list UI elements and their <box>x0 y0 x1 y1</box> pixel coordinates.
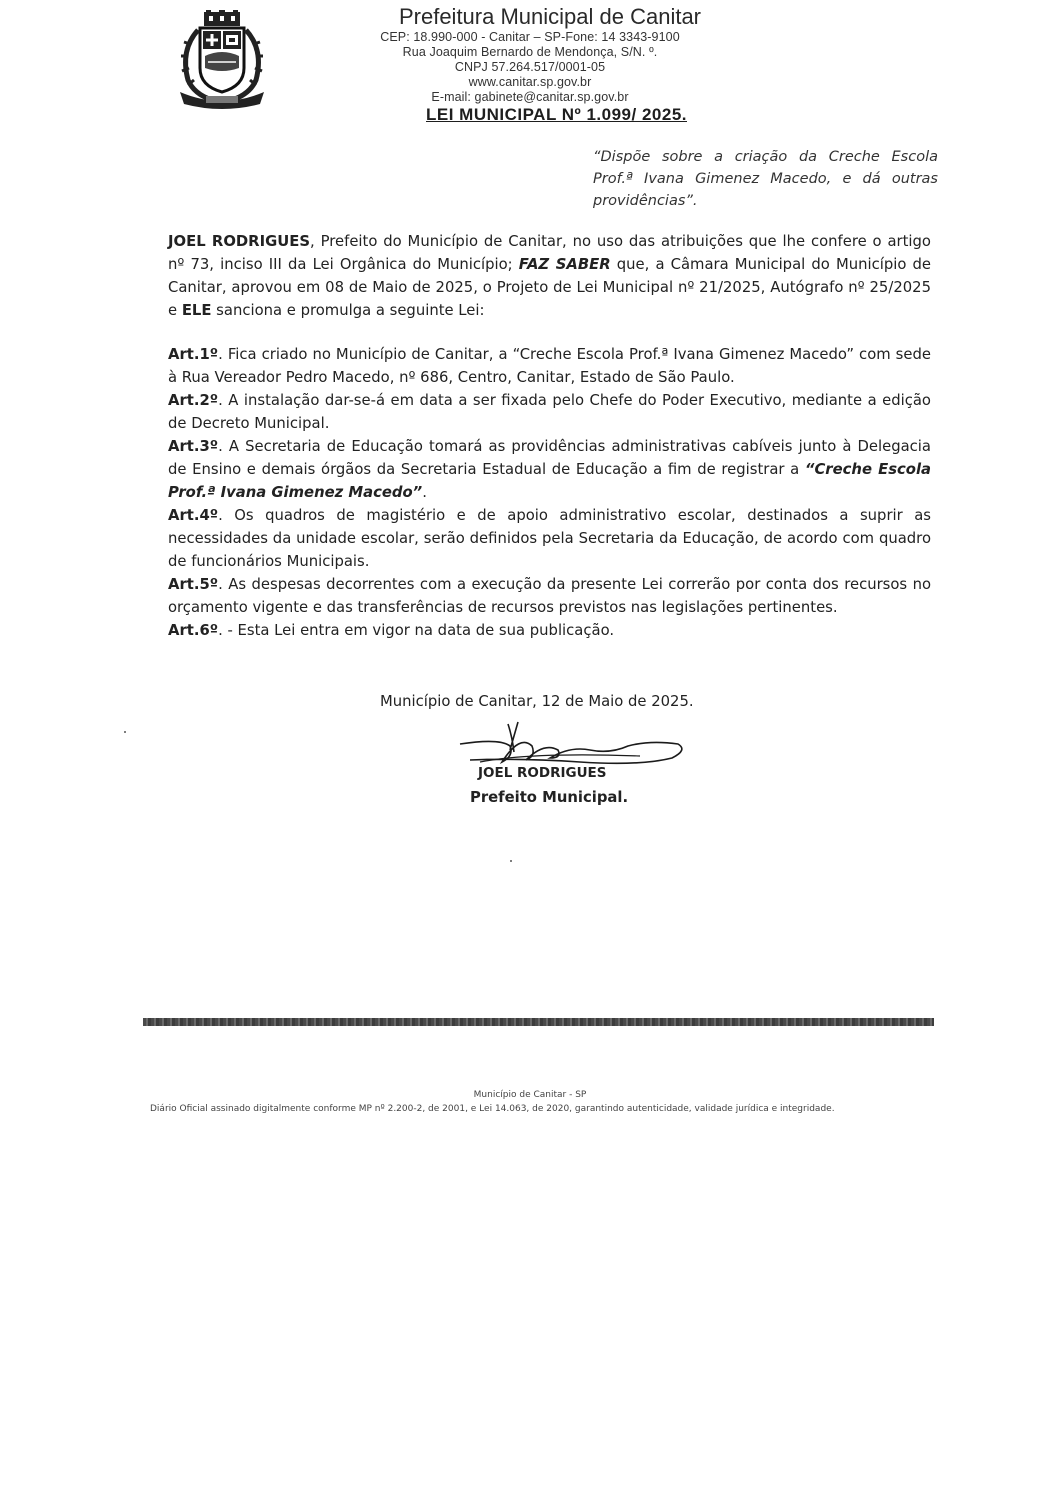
article-label: Art.1º <box>168 346 219 363</box>
preamble-text-1: , Prefeito do Município de Canitar, no uso das atribuições que lhe confere o artigo nº 73, inciso III da Lei Orgânica do Município; <box>168 233 931 273</box>
article-text: . Fica criado no Município de Canitar, a “Creche Escola Prof.ª Ivana Gimenez Macedo” com sede à Rua Vereador Pedro Macedo, nº 686, Centro, Canitar, Estado de São Paulo. <box>168 346 931 386</box>
articles-list <box>168 343 931 642</box>
letterhead-email-line: E-mail: gabinete@canitar.sp.gov.br <box>431 90 629 104</box>
article-label: Art.4º <box>168 507 219 524</box>
article-text: . A Secretaria de Educação tomará as providências administrativas cabíveis junto à Delegacia de Ensino e demais órgãos da Secretaria Estadual de Educação a fim de registrar a <box>168 438 931 478</box>
article-text: . As despesas decorrentes com a execução da presente Lei correrão por conta dos recursos no orçamento vigente e das transferências de recursos previstos nas legislações pertinentes. <box>168 576 931 616</box>
article-text: . - Esta Lei entra em vigor na data de sua publicação. <box>218 622 615 639</box>
article-label: Art.6º <box>168 622 219 639</box>
letterhead-address-line: CEP: 18.990-000 - Canitar – SP-Fone: 14 3343-9100 <box>380 30 680 44</box>
article-label: Art.3º <box>168 438 219 455</box>
article-3 <box>168 435 931 504</box>
letterhead-street-line: Rua Joaquim Bernardo de Mendonça, S/N. º. <box>402 45 658 59</box>
mayor-name: JOEL RODRIGUES <box>168 233 311 250</box>
preamble-text-2: que, a Câmara Municipal do Município de Canitar, aprovou em 08 de Maio de 2025, o Projeto de Lei Municipal nº 21/2025, Autógrafo nº 25/2025 e <box>168 256 932 319</box>
signer-name: JOEL RODRIGUES <box>478 765 607 781</box>
ele-emphasis: ELE <box>181 302 212 319</box>
letterhead <box>280 4 780 105</box>
municipal-coat-of-arms-icon <box>172 10 272 110</box>
article-label: Art.5º <box>168 576 219 593</box>
article-4 <box>168 504 931 573</box>
article-1 <box>168 343 931 389</box>
preamble-paragraph <box>168 230 931 322</box>
footer-digital-signature-note: Diário Oficial assinado digitalmente conforme MP nº 2.200-2, de 2001, e Lei 14.063, de 2020, garantindo autenticidade, validade jurídica e integridade. <box>150 1104 835 1114</box>
signer-role: Prefeito Municipal. <box>470 789 629 806</box>
place-and-date: Município de Canitar, 12 de Maio de 2025. <box>380 693 694 710</box>
letterhead-website-line: www.canitar.sp.gov.br <box>468 75 592 89</box>
footer-divider <box>143 1018 934 1026</box>
scan-speck <box>124 731 126 733</box>
article-tail: . <box>422 484 427 501</box>
law-title: LEI MUNICIPAL Nº 1.099/ 2025. <box>426 105 687 124</box>
creche-name-emphasis: “Creche Escola Prof.ª Ivana Gimenez Macedo” <box>168 461 932 501</box>
scan-speck <box>510 860 512 862</box>
faz-saber: FAZ SABER <box>518 256 611 273</box>
law-ementa: “Dispõe sobre a criação da Creche Escola Prof.ª Ivana Gimenez Macedo, e dá outras providências”. <box>593 149 938 209</box>
letterhead-title: Prefeitura Municipal de Canitar <box>398 4 702 29</box>
article-2 <box>168 389 931 435</box>
article-label: Art.2º <box>168 392 219 409</box>
article-5 <box>168 573 931 619</box>
article-text: . A instalação dar-se-á em data a ser fixada pelo Chefe do Poder Executivo, mediante a edição de Decreto Municipal. <box>168 392 931 432</box>
letterhead-cnpj-line: CNPJ 57.264.517/0001-05 <box>454 60 606 74</box>
article-6 <box>168 619 931 642</box>
footer-municipality: Município de Canitar - SP <box>473 1090 587 1100</box>
article-text: . Os quadros de magistério e de apoio administrativo escolar, destinados a suprir as necessidades da unidade escolar, serão definidos pela Secretaria da Educação, de acordo com quadro de funcionários Municipais. <box>168 507 931 570</box>
preamble-text-3: sanciona e promulga a seguinte Lei: <box>211 302 485 319</box>
